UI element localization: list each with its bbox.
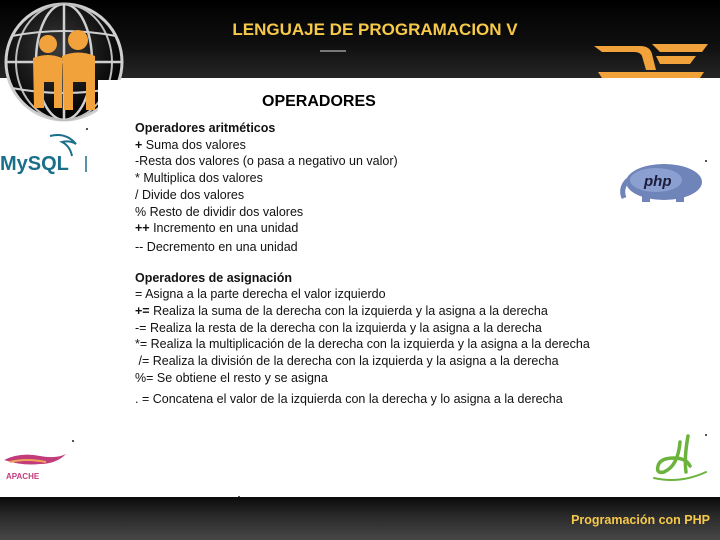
assignment-heading: Operadores de asignación <box>135 270 292 285</box>
assignment-item <box>135 336 613 353</box>
operator-description: Multiplica dos valores <box>139 171 263 186</box>
decorative-dot <box>705 160 707 162</box>
arithmetic-item <box>135 204 613 221</box>
operator-description: Resta dos valores (o pasa a negativo un valor) <box>139 154 398 169</box>
php-logo-text: php <box>644 173 672 190</box>
assignment-item <box>135 303 613 320</box>
assignment-item <box>135 370 613 387</box>
decorative-dot <box>705 434 707 436</box>
operator-description: Realiza la suma de la derecha con la izquierda y la asigna a la derecha <box>149 304 548 319</box>
section-gap <box>135 256 613 270</box>
apache-logo-text: APACHE <box>6 472 40 481</box>
decorative-dot <box>72 440 74 442</box>
operator-symbol: + <box>135 137 143 152</box>
operator-symbol: . = <box>135 391 150 406</box>
operator-symbol: ++ <box>135 221 150 236</box>
operator-description: Incremento en una unidad <box>149 221 299 236</box>
operator-symbol: = <box>135 287 143 302</box>
green-d-logo <box>650 432 710 484</box>
operator-description: Realiza la resta de la derecha con la izquierda y la asigna a la derecha <box>146 320 542 335</box>
operator-symbol: -- <box>135 239 144 254</box>
operator-symbol: * <box>135 171 140 186</box>
assignment-item <box>135 320 613 337</box>
slide-title: OPERADORES <box>262 93 376 110</box>
arithmetic-item <box>135 170 613 187</box>
operator-description: Concatena el valor de la izquierda con la derecha y lo asigna a la derecha <box>149 391 563 406</box>
operators-content <box>135 120 613 407</box>
footer-text: Programación con PHP <box>571 513 710 527</box>
operator-description: Decremento en una unidad <box>143 239 298 254</box>
arithmetic-item <box>135 187 613 204</box>
operator-symbol: -= <box>135 320 147 335</box>
operator-symbol: % <box>135 204 147 219</box>
operator-description: Suma dos valores <box>142 137 246 152</box>
operator-description: Resto de dividir dos valores <box>146 204 304 219</box>
assignment-item <box>135 286 613 303</box>
operator-symbol: - <box>135 154 140 169</box>
arithmetic-item <box>135 137 613 154</box>
operator-symbol: / <box>135 187 139 202</box>
operator-symbol: /= <box>135 354 150 369</box>
apache-feather-logo <box>0 450 72 482</box>
operator-description: Se obtiene el resto y se asigna <box>153 370 328 385</box>
assignment-item <box>135 353 613 370</box>
wing-logo <box>592 40 710 80</box>
operator-symbol: *= <box>135 337 148 352</box>
decorative-dot <box>86 128 88 130</box>
arithmetic-item <box>135 239 613 256</box>
operator-symbol: += <box>135 304 150 319</box>
header-title: LENGUAJE DE PROGRAMACION V <box>232 20 518 39</box>
operator-symbol: %= <box>135 370 154 385</box>
operator-description: Asigna a la parte derecha el valor izquierdo <box>142 287 386 302</box>
arithmetic-heading: Operadores aritméticos <box>135 121 276 135</box>
operator-description: Realiza la división de la derecha con la izquierda y la asigna a la derecha <box>149 354 559 369</box>
mysql-logo <box>0 130 92 190</box>
assignment-item <box>135 391 613 408</box>
header-underline <box>320 50 346 52</box>
php-elephant-logo <box>614 160 710 204</box>
arithmetic-item <box>135 220 613 237</box>
mysql-logo-text: MySQL <box>0 153 69 175</box>
operator-description: Divide dos valores <box>138 187 245 202</box>
arithmetic-item <box>135 153 613 170</box>
operator-description: Realiza la multiplicación de la derecha con la izquierda y la asigna a la derecha <box>147 337 590 352</box>
